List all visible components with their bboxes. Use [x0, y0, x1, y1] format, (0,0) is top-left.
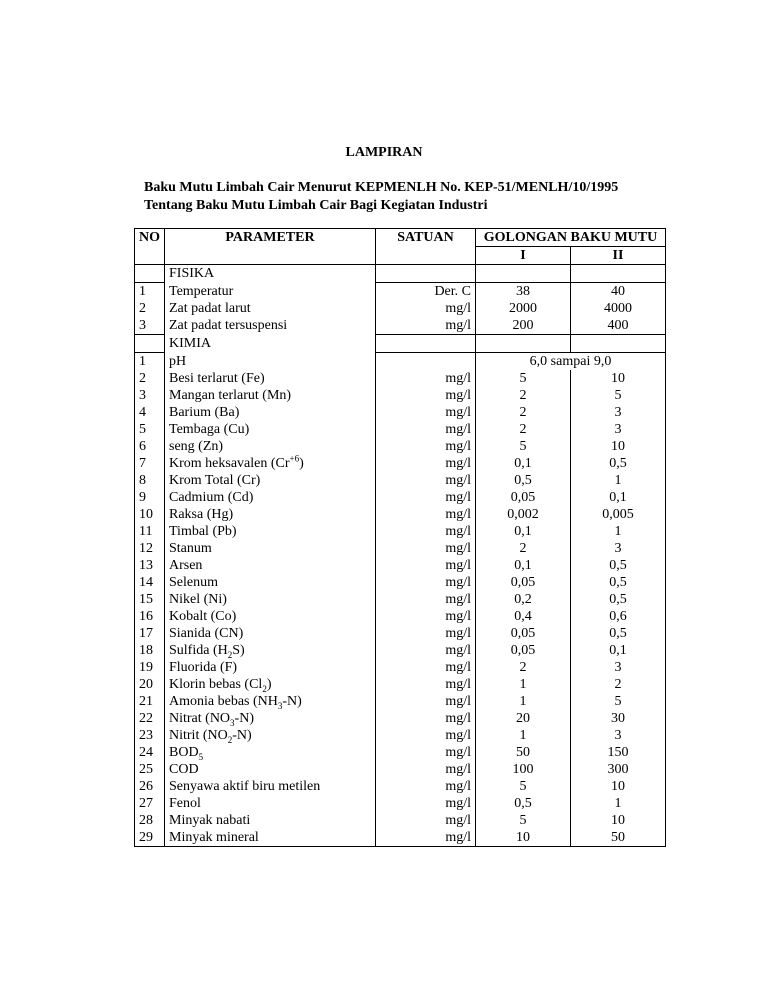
header-satuan-cont [376, 247, 476, 265]
row-golongan-ii: 10 [571, 778, 666, 795]
table-row [135, 557, 666, 574]
row-satuan: mg/l [376, 489, 476, 506]
document-subtitle-line2: Tentang Baku Mutu Limbah Cair Bagi Kegiatan Industri [144, 198, 488, 213]
row-parameter [165, 421, 376, 438]
row-satuan: mg/l [376, 557, 476, 574]
row-satuan: mg/l [376, 506, 476, 523]
parameter-name: Cadmium (Cd) [169, 490, 254, 505]
parameter-name: Zat padat tersuspensi [169, 318, 288, 334]
row-parameter [165, 812, 376, 829]
row-golongan-i: 5 [476, 370, 571, 387]
row-parameter [165, 710, 376, 727]
row-number: 7 [135, 455, 165, 472]
parameter-superscript: +6 [289, 453, 300, 464]
row-golongan-i: 5 [476, 812, 571, 829]
row-satuan: mg/l [376, 795, 476, 812]
parameter-subscript: 2 [227, 734, 233, 745]
row-number: 21 [135, 693, 165, 710]
row-satuan: mg/l [376, 421, 476, 438]
parameter-name: KIMIA [169, 336, 211, 351]
row-golongan-i: 20 [476, 710, 571, 727]
row-golongan-ii: 5 [571, 693, 666, 710]
row-golongan-ii: 1 [571, 523, 666, 540]
row-golongan-ii: 4000 [571, 300, 666, 317]
table-row [135, 761, 666, 778]
row-satuan: mg/l [376, 625, 476, 642]
row-golongan-ii [571, 265, 666, 283]
header-golongan-i: I [476, 247, 571, 265]
row-satuan [376, 265, 476, 283]
row-golongan-ii: 3 [571, 404, 666, 421]
row-golongan-ii: 0,5 [571, 625, 666, 642]
parameter-name: Klorin bebas (Cl [169, 677, 263, 692]
row-golongan-i: 0,2 [476, 591, 571, 608]
table-row [135, 795, 666, 812]
parameter-name: Minyak nabati [169, 813, 251, 828]
table-row [135, 676, 666, 693]
row-golongan-i [476, 265, 571, 283]
row-parameter [165, 795, 376, 812]
row-parameter [165, 676, 376, 693]
row-satuan: mg/l [376, 438, 476, 455]
row-satuan: mg/l [376, 472, 476, 489]
standards-table [134, 228, 666, 847]
row-golongan-i: 0,1 [476, 455, 571, 472]
row-satuan: mg/l [376, 455, 476, 472]
parameter-name: Tembaga (Cu) [169, 422, 250, 437]
row-satuan: mg/l [376, 659, 476, 676]
parameter-name: Mangan terlarut (Mn) [169, 388, 292, 403]
document-heading: LAMPIRAN [345, 145, 423, 160]
row-parameter [165, 283, 376, 301]
row-parameter [165, 455, 376, 472]
row-golongan-i: 0,5 [476, 472, 571, 489]
row-satuan: mg/l [376, 608, 476, 625]
parameter-name: Kobalt (Co) [169, 609, 237, 624]
row-number: 28 [135, 812, 165, 829]
row-parameter [165, 829, 376, 847]
header-golongan: GOLONGAN BAKU MUTU [476, 229, 666, 247]
parameter-name: Amonia bebas (NH [169, 694, 278, 709]
row-number: 4 [135, 404, 165, 421]
table-row [135, 744, 666, 761]
table-row [135, 472, 666, 489]
row-parameter [165, 778, 376, 795]
parameter-name: Timbal (Pb) [169, 524, 237, 539]
row-satuan: mg/l [376, 812, 476, 829]
table-row [135, 693, 666, 710]
row-golongan-ii: 0,5 [571, 455, 666, 472]
row-golongan-i: 1 [476, 693, 571, 710]
parameter-name: FISIKA [169, 266, 215, 282]
table-row [135, 283, 666, 301]
table-row [135, 421, 666, 438]
row-golongan-ii: 3 [571, 659, 666, 676]
row-satuan [376, 335, 476, 353]
parameter-name: Fluorida (F) [169, 660, 238, 675]
row-satuan: mg/l [376, 676, 476, 693]
row-golongan-ii: 400 [571, 317, 666, 335]
row-golongan-ii [571, 335, 666, 353]
row-parameter [165, 506, 376, 523]
row-satuan: mg/l [376, 727, 476, 744]
row-number: 26 [135, 778, 165, 795]
row-golongan-ii: 2 [571, 676, 666, 693]
row-golongan-ii: 0,5 [571, 574, 666, 591]
row-golongan-ii: 300 [571, 761, 666, 778]
row-parameter [165, 387, 376, 404]
table-row [135, 540, 666, 557]
row-golongan-i: 2 [476, 659, 571, 676]
row-number: 9 [135, 489, 165, 506]
parameter-name: BOD [169, 745, 199, 760]
table-row [135, 778, 666, 795]
row-golongan-ii: 3 [571, 540, 666, 557]
row-golongan-ii: 10 [571, 812, 666, 829]
row-golongan-i: 5 [476, 778, 571, 795]
parameter-name: Minyak mineral [169, 830, 259, 845]
row-number: 17 [135, 625, 165, 642]
parameter-suffix: ) [299, 456, 304, 471]
row-number: 3 [135, 317, 165, 335]
row-golongan-i: 5 [476, 438, 571, 455]
row-golongan-i: 0,5 [476, 795, 571, 812]
parameter-subscript: 3 [277, 700, 283, 711]
row-satuan: mg/l [376, 370, 476, 387]
row-golongan-i: 0,05 [476, 625, 571, 642]
row-number: 14 [135, 574, 165, 591]
row-number: 20 [135, 676, 165, 693]
parameter-name: Senyawa aktif biru metilen [169, 779, 321, 794]
table-row [135, 812, 666, 829]
document-subtitle-line1: Baku Mutu Limbah Cair Menurut KEPMENLH No. KEP-51/MENLH/10/1995 [144, 180, 619, 195]
row-satuan: mg/l [376, 300, 476, 317]
row-parameter [165, 489, 376, 506]
row-number: 16 [135, 608, 165, 625]
row-parameter [165, 300, 376, 317]
row-golongan-ii: 50 [571, 829, 666, 847]
header-satuan: SATUAN [376, 229, 476, 247]
parameter-subscript: 3 [230, 717, 235, 728]
table-row [135, 608, 666, 625]
table-row [135, 625, 666, 642]
row-satuan: mg/l [376, 744, 476, 761]
header-golongan-ii: II [571, 247, 666, 265]
parameter-name: COD [169, 762, 199, 777]
row-number: 15 [135, 591, 165, 608]
row-golongan-ii: 10 [571, 438, 666, 455]
row-parameter [165, 370, 376, 387]
row-number: 12 [135, 540, 165, 557]
row-satuan: mg/l [376, 574, 476, 591]
row-number: 18 [135, 642, 165, 659]
row-satuan: mg/l [376, 693, 476, 710]
row-golongan-i: 10 [476, 829, 571, 847]
row-golongan-ii: 40 [571, 283, 666, 301]
row-golongan-ii: 0,5 [571, 557, 666, 574]
row-golongan-i: 2000 [476, 300, 571, 317]
row-parameter [165, 472, 376, 489]
table-row [135, 300, 666, 317]
row-parameter [165, 523, 376, 540]
parameter-name: Krom Total (Cr) [169, 473, 261, 488]
row-satuan: mg/l [376, 829, 476, 847]
table-row [135, 317, 666, 335]
table-row [135, 591, 666, 608]
table-row [135, 506, 666, 523]
row-number [135, 265, 165, 283]
parameter-name: Stanum [169, 541, 212, 556]
row-golongan-i: 0,05 [476, 489, 571, 506]
parameter-name: seng (Zn) [169, 439, 224, 454]
table-row [135, 523, 666, 540]
row-number: 3 [135, 387, 165, 404]
row-golongan-ii: 1 [571, 795, 666, 812]
table-row [135, 642, 666, 659]
row-parameter [165, 557, 376, 574]
row-number: 27 [135, 795, 165, 812]
parameter-name: Sulfida (H [169, 643, 228, 658]
parameter-suffix: -N) [234, 711, 254, 726]
row-golongan-ii: 3 [571, 421, 666, 438]
parameter-name: pH [169, 353, 187, 369]
row-parameter [165, 335, 376, 353]
parameter-name: Raksa (Hg) [169, 507, 234, 522]
row-golongan-i: 100 [476, 761, 571, 778]
row-parameter [165, 353, 376, 371]
row-parameter [165, 659, 376, 676]
parameter-name: Nitrat (NO [169, 711, 231, 726]
parameter-suffix: -N) [282, 694, 302, 709]
row-satuan: mg/l [376, 642, 476, 659]
row-golongan-i: 2 [476, 540, 571, 557]
table-row [135, 574, 666, 591]
row-number: 24 [135, 744, 165, 761]
row-golongan-i: 1 [476, 676, 571, 693]
row-golongan-ii: 150 [571, 744, 666, 761]
row-number [135, 335, 165, 353]
row-golongan-i: 0,1 [476, 523, 571, 540]
parameter-suffix: ) [266, 677, 272, 692]
table-row [135, 727, 666, 744]
parameter-name: Selenum [169, 575, 218, 590]
row-number: 19 [135, 659, 165, 676]
row-golongan-i: 200 [476, 317, 571, 335]
row-golongan-ii: 1 [571, 472, 666, 489]
row-number: 6 [135, 438, 165, 455]
table-row [135, 404, 666, 421]
parameter-subscript: 2 [262, 683, 267, 694]
row-satuan: mg/l [376, 317, 476, 335]
row-golongan-i: 50 [476, 744, 571, 761]
parameter-suffix: -N) [232, 728, 252, 743]
row-golongan-i: 2 [476, 421, 571, 438]
row-parameter [165, 438, 376, 455]
header-no-cont [135, 247, 165, 265]
table-row [135, 710, 666, 727]
row-golongan-i: 0,002 [476, 506, 571, 523]
row-satuan: mg/l [376, 591, 476, 608]
row-golongan-ii: 0,1 [571, 642, 666, 659]
table-row [135, 265, 666, 283]
row-number: 2 [135, 370, 165, 387]
parameter-name: Barium (Ba) [169, 405, 240, 420]
header-parameter: PARAMETER [165, 229, 376, 247]
row-golongan-i: 38 [476, 283, 571, 301]
row-satuan: mg/l [376, 404, 476, 421]
row-golongan-i [476, 335, 571, 353]
row-satuan: mg/l [376, 761, 476, 778]
row-number: 10 [135, 506, 165, 523]
row-number: 2 [135, 300, 165, 317]
row-satuan: mg/l [376, 778, 476, 795]
row-parameter [165, 608, 376, 625]
row-parameter [165, 540, 376, 557]
row-number: 22 [135, 710, 165, 727]
parameter-name: Temperatur [169, 283, 234, 299]
row-number: 29 [135, 829, 165, 847]
row-golongan-ii: 0,005 [571, 506, 666, 523]
row-number: 1 [135, 353, 165, 371]
table-row [135, 659, 666, 676]
row-parameter [165, 744, 376, 761]
row-satuan: mg/l [376, 710, 476, 727]
row-parameter [165, 404, 376, 421]
parameter-name: Fenol [169, 796, 201, 811]
row-parameter [165, 574, 376, 591]
row-number: 13 [135, 557, 165, 574]
row-satuan: mg/l [376, 387, 476, 404]
row-parameter [165, 642, 376, 659]
row-golongan-i: 0,05 [476, 642, 571, 659]
parameter-name: Arsen [169, 558, 203, 573]
row-number: 11 [135, 523, 165, 540]
row-number: 23 [135, 727, 165, 744]
row-golongan-ii: 3 [571, 727, 666, 744]
row-number: 8 [135, 472, 165, 489]
row-golongan-ii: 30 [571, 710, 666, 727]
row-parameter [165, 265, 376, 283]
table-row [135, 370, 666, 387]
header-no: NO [135, 229, 165, 247]
row-golongan-ii: 0,6 [571, 608, 666, 625]
row-parameter [165, 693, 376, 710]
row-number: 5 [135, 421, 165, 438]
row-golongan-i: 0,05 [476, 574, 571, 591]
row-golongan-i: 2 [476, 404, 571, 421]
row-golongan-i: 0,1 [476, 557, 571, 574]
parameter-name: Zat padat larut [169, 301, 251, 316]
row-golongan-ii: 5 [571, 387, 666, 404]
table-row [135, 335, 666, 353]
row-number: 1 [135, 283, 165, 301]
row-satuan: Der. C [376, 283, 476, 301]
row-parameter [165, 761, 376, 778]
parameter-subscript: 2 [227, 649, 233, 660]
table-row [135, 438, 666, 455]
row-satuan: mg/l [376, 540, 476, 557]
row-golongan-ii: 10 [571, 370, 666, 387]
parameter-name: Besi terlarut (Fe) [169, 371, 265, 386]
row-golongan-i: 0,4 [476, 608, 571, 625]
table-row [135, 829, 666, 847]
row-golongan-i: 2 [476, 387, 571, 404]
table-body [135, 265, 666, 847]
row-golongan-range: 6,0 sampai 9,0 [476, 353, 666, 371]
table-row [135, 489, 666, 506]
row-satuan: mg/l [376, 523, 476, 540]
parameter-name: Nitrit (NO [169, 728, 228, 743]
table-row [135, 387, 666, 404]
parameter-suffix: S) [232, 643, 245, 658]
row-golongan-ii: 0,5 [571, 591, 666, 608]
row-parameter [165, 727, 376, 744]
row-satuan [376, 353, 476, 371]
row-parameter [165, 625, 376, 642]
parameter-name: Nikel (Ni) [169, 592, 227, 607]
row-parameter [165, 317, 376, 335]
parameter-name: Sianida (CN) [169, 626, 244, 641]
table-row [135, 353, 666, 371]
table-row [135, 455, 666, 472]
row-parameter [165, 591, 376, 608]
row-number: 25 [135, 761, 165, 778]
parameter-subscript: 5 [198, 751, 204, 762]
row-golongan-i: 1 [476, 727, 571, 744]
header-parameter-cont [165, 247, 376, 265]
row-golongan-ii: 0,1 [571, 489, 666, 506]
parameter-name: Krom heksavalen (Cr [169, 456, 290, 471]
